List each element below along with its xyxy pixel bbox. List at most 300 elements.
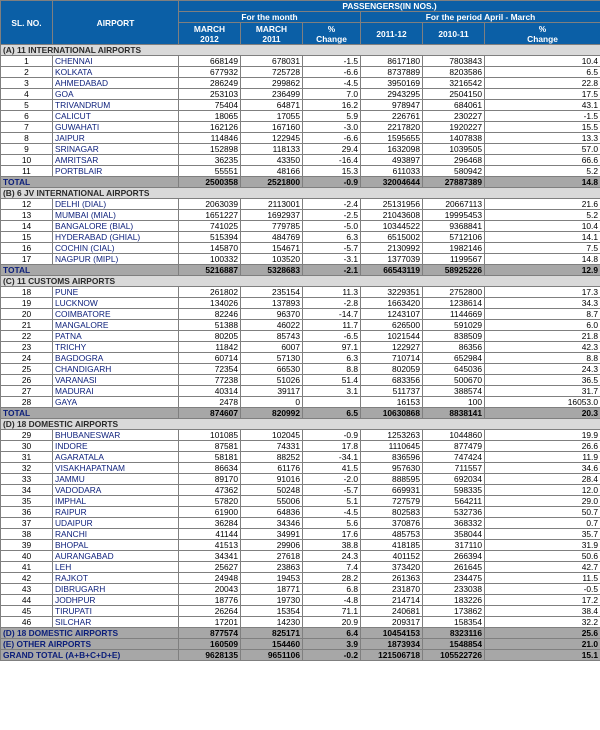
section-title: (B) 6 JV INTERNATIONAL AIRPORTS <box>1 188 600 199</box>
airport-name-cell: AHMEDABAD <box>53 78 179 89</box>
fy-2010-11-cell: 1144669 <box>423 309 485 320</box>
month-change-cell: 3.1 <box>303 386 361 397</box>
total-value: 14.8 <box>485 177 600 188</box>
sl-no-cell: 37 <box>1 518 53 529</box>
month-change-cell: -2.5 <box>303 210 361 221</box>
fy-2010-11-cell: 368332 <box>423 518 485 529</box>
period-change-cell: -0.5 <box>485 584 600 595</box>
fy-2010-11-cell: 358044 <box>423 529 485 540</box>
table-row <box>1 309 600 320</box>
march-2011-cell: 23863 <box>241 562 303 573</box>
fy-2011-12-cell: 214714 <box>361 595 423 606</box>
fy-2010-11-cell: 158354 <box>423 617 485 628</box>
fy-2010-11-cell: 7803843 <box>423 56 485 67</box>
month-change-cell: -1.5 <box>303 56 361 67</box>
month-change-cell: -5.0 <box>303 221 361 232</box>
section-header-row <box>1 45 600 56</box>
sl-no-cell: 40 <box>1 551 53 562</box>
total-value: 877574 <box>179 628 241 639</box>
airport-name-cell: KOLKATA <box>53 67 179 78</box>
table-row <box>1 199 600 210</box>
fy-2010-11-cell: 564211 <box>423 496 485 507</box>
sl-no-cell: 16 <box>1 243 53 254</box>
other-value: 160509 <box>179 639 241 650</box>
month-change-cell: -4.8 <box>303 595 361 606</box>
fy-2010-11-cell: 591029 <box>423 320 485 331</box>
march-2012-cell: 40314 <box>179 386 241 397</box>
period-change-cell: 8.8 <box>485 353 600 364</box>
march-2012-cell: 18065 <box>179 111 241 122</box>
period-change-cell: 35.7 <box>485 529 600 540</box>
fy-2010-11-cell: 652984 <box>423 353 485 364</box>
month-change-cell: -3.1 <box>303 254 361 265</box>
table-row <box>1 320 600 331</box>
airport-name-cell: AURANGABAD <box>53 551 179 562</box>
month-change-cell: -2.0 <box>303 474 361 485</box>
fy-2011-12-cell: 511737 <box>361 386 423 397</box>
sl-no-cell: 44 <box>1 595 53 606</box>
total-label: (D) 18 DOMESTIC AIRPORTS <box>1 628 179 639</box>
sl-no-cell: 10 <box>1 155 53 166</box>
airport-name-cell: PATNA <box>53 331 179 342</box>
month-change-cell: 24.3 <box>303 551 361 562</box>
total-value: 32004644 <box>361 177 423 188</box>
fy-2010-11-cell: 19995453 <box>423 210 485 221</box>
fy-2011-12-cell: 226761 <box>361 111 423 122</box>
fy-2011-12-cell: 1663420 <box>361 298 423 309</box>
airport-name-cell: RANCHI <box>53 529 179 540</box>
fy-2011-12-cell: 611033 <box>361 166 423 177</box>
grand-label: GRAND TOTAL (A+B+C+D+E) <box>1 650 179 661</box>
sl-no-cell: 11 <box>1 166 53 177</box>
fy-2010-11-cell: 877479 <box>423 441 485 452</box>
march-2011-cell: 19453 <box>241 573 303 584</box>
table-row <box>1 606 600 617</box>
march-2011-cell: 484769 <box>241 232 303 243</box>
march-2012-cell: 57820 <box>179 496 241 507</box>
airport-name-cell: GOA <box>53 89 179 100</box>
march-2011-cell: 51026 <box>241 375 303 386</box>
sl-no-cell: 29 <box>1 430 53 441</box>
total-value: 6.4 <box>303 628 361 639</box>
fy-2011-12-cell: 1253263 <box>361 430 423 441</box>
other-value: 1548854 <box>423 639 485 650</box>
fy-2010-11-cell: 5712106 <box>423 232 485 243</box>
sl-no-cell: 8 <box>1 133 53 144</box>
other-airports-row <box>1 639 600 650</box>
grand-value: 15.1 <box>485 650 600 661</box>
table-row <box>1 474 600 485</box>
fy-2011-12-cell: 2130992 <box>361 243 423 254</box>
month-change-cell: -14.7 <box>303 309 361 320</box>
march-2012-cell: 80205 <box>179 331 241 342</box>
march-2012-cell: 41513 <box>179 540 241 551</box>
total-value: 5216887 <box>179 265 241 276</box>
airport-name-cell: MUMBAI (MIAL) <box>53 210 179 221</box>
table-row <box>1 144 600 155</box>
airport-name-cell: CALICUT <box>53 111 179 122</box>
month-change-cell: -16.4 <box>303 155 361 166</box>
march-2012-cell: 58181 <box>179 452 241 463</box>
month-change-cell: 71.1 <box>303 606 361 617</box>
period-change-cell: 31.9 <box>485 540 600 551</box>
fy-2010-11-cell: 183226 <box>423 595 485 606</box>
fy-2010-11-cell: 692034 <box>423 474 485 485</box>
period-change-cell: 22.8 <box>485 78 600 89</box>
march-2012-cell: 668149 <box>179 56 241 67</box>
period-change-cell: 0.7 <box>485 518 600 529</box>
march-2011-cell: 29906 <box>241 540 303 551</box>
sl-no-cell: 19 <box>1 298 53 309</box>
table-row <box>1 243 600 254</box>
march-2011-cell: 50248 <box>241 485 303 496</box>
period-change-cell: 50.6 <box>485 551 600 562</box>
table-row <box>1 452 600 463</box>
table-row <box>1 166 600 177</box>
section-total-row <box>1 177 600 188</box>
period-change-cell: 43.1 <box>485 100 600 111</box>
sl-no-cell: 12 <box>1 199 53 210</box>
fy-2010-11-cell: 20667113 <box>423 199 485 210</box>
march-2011-cell: 27618 <box>241 551 303 562</box>
sl-no-cell: 36 <box>1 507 53 518</box>
march-2012-cell: 36284 <box>179 518 241 529</box>
month-change-cell: 17.6 <box>303 529 361 540</box>
fy-2010-11-cell: 747424 <box>423 452 485 463</box>
march-2011-cell: 103520 <box>241 254 303 265</box>
sl-no-cell: 23 <box>1 342 53 353</box>
march-2012-cell: 134026 <box>179 298 241 309</box>
month-change-cell: -0.9 <box>303 430 361 441</box>
fy-2011-12-cell: 1243107 <box>361 309 423 320</box>
airport-name-cell: COCHIN (CIAL) <box>53 243 179 254</box>
airport-name-cell: LUCKNOW <box>53 298 179 309</box>
month-change-cell: 16.2 <box>303 100 361 111</box>
table-row <box>1 496 600 507</box>
fy-2011-12-cell: 373420 <box>361 562 423 573</box>
march-2011-cell: 46022 <box>241 320 303 331</box>
fy-2010-11-cell: 2752800 <box>423 287 485 298</box>
march-2011-cell: 91016 <box>241 474 303 485</box>
fy-2010-11-cell: 580942 <box>423 166 485 177</box>
sl-no-cell: 14 <box>1 221 53 232</box>
march-2011-cell: 1692937 <box>241 210 303 221</box>
airport-name-cell: BHUBANESWAR <box>53 430 179 441</box>
fy-2011-12-cell: 1110645 <box>361 441 423 452</box>
period-change-cell: 11.5 <box>485 573 600 584</box>
sl-no-cell: 22 <box>1 331 53 342</box>
march-2012-cell: 677932 <box>179 67 241 78</box>
period-change-cell: 36.5 <box>485 375 600 386</box>
fy-2011-12-cell: 710714 <box>361 353 423 364</box>
airport-name-cell: UDAIPUR <box>53 518 179 529</box>
march-2011-cell: 235154 <box>241 287 303 298</box>
other-value: 154460 <box>241 639 303 650</box>
sl-no-cell: 34 <box>1 485 53 496</box>
total-value: -0.9 <box>303 177 361 188</box>
march-2012-cell: 114846 <box>179 133 241 144</box>
march-2012-cell: 286249 <box>179 78 241 89</box>
table-row <box>1 254 600 265</box>
march-2012-cell: 34341 <box>179 551 241 562</box>
month-change-cell: 11.7 <box>303 320 361 331</box>
grand-value: 9651106 <box>241 650 303 661</box>
month-change-cell: 8.8 <box>303 364 361 375</box>
airport-name-cell: RAIPUR <box>53 507 179 518</box>
sl-no-cell: 5 <box>1 100 53 111</box>
fy-2011-12-cell: 669931 <box>361 485 423 496</box>
section-title: (D) 18 DOMESTIC AIRPORTS <box>1 419 600 430</box>
fy-2011-12-cell: 6515002 <box>361 232 423 243</box>
march-2012-cell: 18776 <box>179 595 241 606</box>
airport-name-cell: MADURAI <box>53 386 179 397</box>
table-row <box>1 56 600 67</box>
march-2012-cell: 55551 <box>179 166 241 177</box>
march-2011-cell: 122945 <box>241 133 303 144</box>
table-row <box>1 89 600 100</box>
march-2011-cell: 2113001 <box>241 199 303 210</box>
table-row <box>1 485 600 496</box>
sl-no-cell: 3 <box>1 78 53 89</box>
fy-2010-11-cell: 266394 <box>423 551 485 562</box>
sl-no-cell: 32 <box>1 463 53 474</box>
fy-2011-12-cell: 209317 <box>361 617 423 628</box>
march-2012-cell: 152898 <box>179 144 241 155</box>
col-month-change: % Change <box>303 23 361 45</box>
table-row <box>1 331 600 342</box>
period-change-cell: 6.0 <box>485 320 600 331</box>
month-change-cell: 28.2 <box>303 573 361 584</box>
passengers-header: PASSENGERS(IN NOS.) <box>179 1 600 12</box>
fy-2011-12-cell: 401152 <box>361 551 423 562</box>
table-row <box>1 540 600 551</box>
airport-name-cell: BHOPAL <box>53 540 179 551</box>
period-change-cell: 42.3 <box>485 342 600 353</box>
table-row <box>1 397 600 408</box>
section-total-row <box>1 408 600 419</box>
march-2012-cell: 145870 <box>179 243 241 254</box>
march-2012-cell: 86634 <box>179 463 241 474</box>
table-row <box>1 507 600 518</box>
fy-2010-11-cell: 1982146 <box>423 243 485 254</box>
march-2012-cell: 82246 <box>179 309 241 320</box>
total-value: 66543119 <box>361 265 423 276</box>
grand-total-row <box>1 650 600 661</box>
col-march-2011: MARCH 2011 <box>241 23 303 45</box>
march-2011-cell: 43350 <box>241 155 303 166</box>
fy-2011-12-cell: 2943295 <box>361 89 423 100</box>
total-value: 25.6 <box>485 628 600 639</box>
table-row <box>1 573 600 584</box>
fy-2011-12-cell: 240681 <box>361 606 423 617</box>
table-row <box>1 529 600 540</box>
table-row <box>1 67 600 78</box>
month-change-cell: 17.8 <box>303 441 361 452</box>
period-change-cell: 12.0 <box>485 485 600 496</box>
march-2011-cell: 39117 <box>241 386 303 397</box>
month-change-cell: 6.8 <box>303 584 361 595</box>
march-2011-cell: 154671 <box>241 243 303 254</box>
march-2011-cell: 725728 <box>241 67 303 78</box>
fy-2010-11-cell: 233038 <box>423 584 485 595</box>
period-change-cell: 11.9 <box>485 452 600 463</box>
col-2011-12: 2011-12 <box>361 23 423 45</box>
march-2011-cell: 102045 <box>241 430 303 441</box>
fy-2011-12-cell: 1021544 <box>361 331 423 342</box>
period-change-cell: -1.5 <box>485 111 600 122</box>
march-2012-cell: 87581 <box>179 441 241 452</box>
period-change-cell: 26.6 <box>485 441 600 452</box>
march-2011-cell: 15354 <box>241 606 303 617</box>
fy-2011-12-cell: 8617180 <box>361 56 423 67</box>
sl-no-cell: 6 <box>1 111 53 122</box>
col-march-2012: MARCH 2012 <box>179 23 241 45</box>
month-change-cell: -3.0 <box>303 122 361 133</box>
month-change-cell: 7.4 <box>303 562 361 573</box>
table-row <box>1 100 600 111</box>
fy-2010-11-cell: 532736 <box>423 507 485 518</box>
march-2011-cell: 18771 <box>241 584 303 595</box>
march-2012-cell: 2478 <box>179 397 241 408</box>
sl-no-cell: 27 <box>1 386 53 397</box>
march-2011-cell: 17055 <box>241 111 303 122</box>
fy-2011-12-cell: 25131956 <box>361 199 423 210</box>
other-value: 1873934 <box>361 639 423 650</box>
airport-name-cell: PORTBLAIR <box>53 166 179 177</box>
airport-name-cell: IMPHAL <box>53 496 179 507</box>
month-change-cell: -4.5 <box>303 78 361 89</box>
for-month-header: For the month <box>179 12 361 23</box>
fy-2010-11-cell: 1044860 <box>423 430 485 441</box>
sl-no-cell: 42 <box>1 573 53 584</box>
march-2011-cell: 137893 <box>241 298 303 309</box>
section-total-row <box>1 628 600 639</box>
period-change-cell: 66.6 <box>485 155 600 166</box>
airport-name-cell: SRINAGAR <box>53 144 179 155</box>
period-change-cell: 5.2 <box>485 166 600 177</box>
fy-2011-12-cell: 10344522 <box>361 221 423 232</box>
airport-header: AIRPORT <box>53 1 179 45</box>
sl-no-cell: 17 <box>1 254 53 265</box>
sl-no-cell: 20 <box>1 309 53 320</box>
airport-name-cell: BANGALORE (BIAL) <box>53 221 179 232</box>
airport-name-cell: GUWAHATI <box>53 122 179 133</box>
fy-2011-12-cell: 485753 <box>361 529 423 540</box>
march-2012-cell: 17201 <box>179 617 241 628</box>
airport-name-cell: LEH <box>53 562 179 573</box>
airport-name-cell: RAJKOT <box>53 573 179 584</box>
march-2011-cell: 19730 <box>241 595 303 606</box>
sl-no-cell: 9 <box>1 144 53 155</box>
period-change-cell: 17.3 <box>485 287 600 298</box>
total-value: 10630868 <box>361 408 423 419</box>
fy-2011-12-cell: 1377039 <box>361 254 423 265</box>
march-2012-cell: 36235 <box>179 155 241 166</box>
march-2012-cell: 77238 <box>179 375 241 386</box>
period-change-cell: 10.4 <box>485 56 600 67</box>
march-2012-cell: 20043 <box>179 584 241 595</box>
period-change-cell: 17.5 <box>485 89 600 100</box>
fy-2010-11-cell: 1407838 <box>423 133 485 144</box>
march-2011-cell: 64836 <box>241 507 303 518</box>
sl-no-cell: 4 <box>1 89 53 100</box>
section-title: (A) 11 INTERNATIONAL AIRPORTS <box>1 45 600 56</box>
total-value: 58925226 <box>423 265 485 276</box>
month-change-cell: 7.0 <box>303 89 361 100</box>
fy-2011-12-cell: 957630 <box>361 463 423 474</box>
table-row <box>1 441 600 452</box>
period-change-cell: 21.8 <box>485 331 600 342</box>
airport-name-cell: INDORE <box>53 441 179 452</box>
total-value: 6.5 <box>303 408 361 419</box>
march-2012-cell: 41144 <box>179 529 241 540</box>
total-label: TOTAL <box>1 265 179 276</box>
fy-2010-11-cell: 711557 <box>423 463 485 474</box>
month-change-cell: -2.8 <box>303 298 361 309</box>
fy-2011-12-cell: 1595655 <box>361 133 423 144</box>
airport-name-cell: JAIPUR <box>53 133 179 144</box>
period-change-cell: 17.2 <box>485 595 600 606</box>
march-2011-cell: 61176 <box>241 463 303 474</box>
table-row <box>1 111 600 122</box>
march-2012-cell: 72354 <box>179 364 241 375</box>
period-change-cell: 57.0 <box>485 144 600 155</box>
table-row <box>1 298 600 309</box>
airport-name-cell: TRICHY <box>53 342 179 353</box>
other-value: 3.9 <box>303 639 361 650</box>
fy-2010-11-cell: 684061 <box>423 100 485 111</box>
march-2012-cell: 89170 <box>179 474 241 485</box>
fy-2010-11-cell: 2504150 <box>423 89 485 100</box>
airport-name-cell: DIBRUGARH <box>53 584 179 595</box>
march-2012-cell: 162126 <box>179 122 241 133</box>
march-2011-cell: 55006 <box>241 496 303 507</box>
airport-name-cell: VADODARA <box>53 485 179 496</box>
period-change-cell: 5.2 <box>485 210 600 221</box>
fy-2010-11-cell: 1920227 <box>423 122 485 133</box>
total-value: 8323116 <box>423 628 485 639</box>
grand-value: 105522726 <box>423 650 485 661</box>
fy-2010-11-cell: 645036 <box>423 364 485 375</box>
table-row <box>1 518 600 529</box>
table-row <box>1 595 600 606</box>
fy-2010-11-cell: 100 <box>423 397 485 408</box>
period-change-cell: 34.3 <box>485 298 600 309</box>
month-change-cell: -34.1 <box>303 452 361 463</box>
sl-no-cell: 35 <box>1 496 53 507</box>
fy-2010-11-cell: 500670 <box>423 375 485 386</box>
section-header-row <box>1 188 600 199</box>
total-value: 8838141 <box>423 408 485 419</box>
sl-no-cell: 38 <box>1 529 53 540</box>
period-change-cell: 42.7 <box>485 562 600 573</box>
month-change-cell: -6.6 <box>303 67 361 78</box>
sl-no-header: SL. NO. <box>1 1 53 45</box>
period-change-cell: 10.4 <box>485 221 600 232</box>
month-change-cell: 38.8 <box>303 540 361 551</box>
march-2012-cell: 100332 <box>179 254 241 265</box>
fy-2010-11-cell: 598335 <box>423 485 485 496</box>
march-2011-cell: 0 <box>241 397 303 408</box>
table-row <box>1 617 600 628</box>
section-total-row <box>1 265 600 276</box>
sl-no-cell: 45 <box>1 606 53 617</box>
table-row <box>1 78 600 89</box>
period-change-cell: 31.7 <box>485 386 600 397</box>
airport-name-cell: JODHPUR <box>53 595 179 606</box>
fy-2010-11-cell: 388574 <box>423 386 485 397</box>
month-change-cell: -4.5 <box>303 507 361 518</box>
